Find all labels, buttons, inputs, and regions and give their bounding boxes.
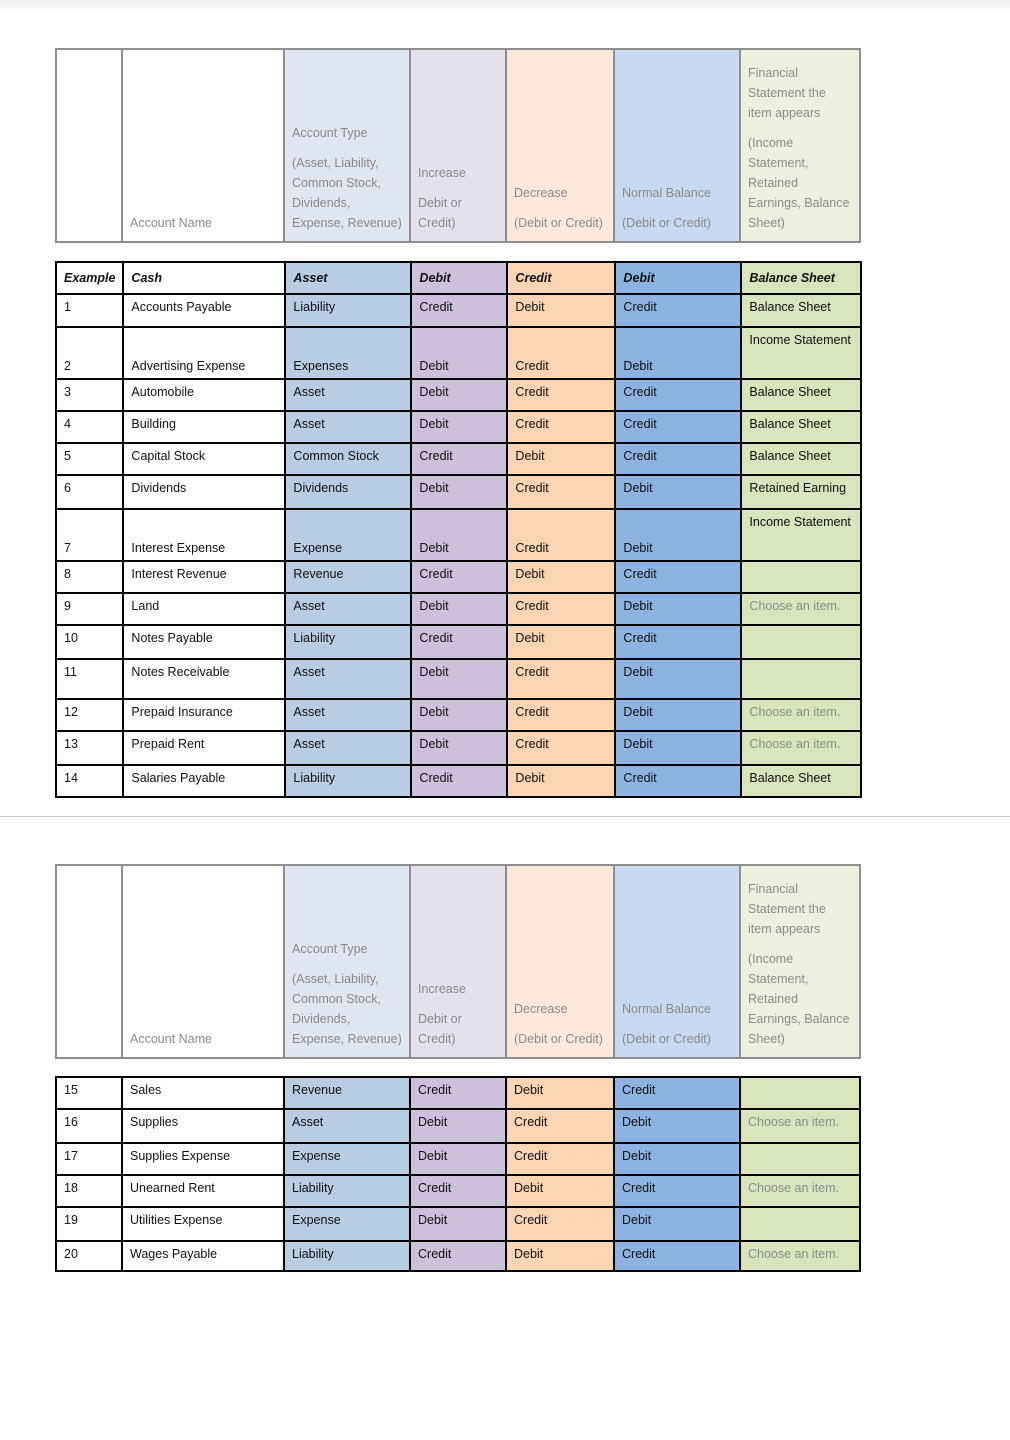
account-name-cell: Prepaid Rent: [123, 731, 285, 765]
decrease-cell: Credit: [507, 593, 615, 625]
accounts-table-page-2: [55, 1076, 861, 1272]
account-name-cell: Interest Revenue: [123, 561, 285, 593]
increase-cell: Credit: [410, 1077, 506, 1109]
table-row: [56, 1077, 860, 1109]
header-number-cell: [56, 49, 122, 242]
row-number: 10: [56, 625, 123, 659]
decrease-cell: Credit: [507, 475, 615, 509]
normal-balance-cell: Debit: [614, 1143, 740, 1175]
account-type-cell: Liability: [285, 294, 411, 327]
row-number: 18: [56, 1175, 122, 1207]
row-number: 6: [56, 475, 123, 509]
account-name-cell: Land: [123, 593, 285, 625]
decrease-cell: Debit: [507, 561, 615, 593]
header-table-page-1: [55, 48, 861, 243]
financial-statement-cell[interactable]: [741, 443, 861, 475]
row-number: 15: [56, 1077, 122, 1109]
financial-statement-cell[interactable]: [740, 1143, 860, 1175]
financial-statement-cell[interactable]: [741, 327, 861, 379]
financial-statement-cell[interactable]: [741, 509, 861, 561]
account-type-cell: Liability: [284, 1241, 410, 1271]
account-type-cell: Asset: [285, 699, 411, 731]
table-row: [56, 327, 861, 379]
increase-cell: Credit: [411, 625, 507, 659]
account-type-cell: Common Stock: [285, 443, 411, 475]
page-break-divider: [0, 816, 1010, 817]
normal-balance-cell: Debit: [614, 1207, 740, 1241]
row-number: Example: [56, 262, 123, 294]
row-number: 8: [56, 561, 123, 593]
row-number: 17: [56, 1143, 122, 1175]
table-row: [56, 1143, 860, 1175]
table-row: [56, 1241, 860, 1271]
financial-statement-cell[interactable]: [741, 699, 861, 731]
statement-dropdown-value: Income Statement: [749, 333, 851, 347]
table-row: [56, 379, 861, 411]
financial-statement-cell[interactable]: [740, 1077, 860, 1109]
increase-cell: Debit: [411, 593, 507, 625]
decrease-cell: Credit: [507, 509, 615, 561]
header-account-type: Account Type (Asset, Liability, Common Stock, Dividends, Expense, Revenue): [284, 865, 410, 1058]
financial-statement-cell[interactable]: [741, 379, 861, 411]
normal-balance-cell: Credit: [615, 561, 741, 593]
statement-dropdown-value: Choose an item.: [748, 1247, 840, 1261]
normal-balance-cell: Debit: [615, 699, 741, 731]
table-row: [56, 699, 861, 731]
account-type-cell: Asset: [285, 659, 411, 699]
account-type-cell: Asset: [284, 1109, 410, 1143]
account-name-cell: Cash: [123, 262, 285, 294]
increase-cell: Debit: [411, 659, 507, 699]
statement-dropdown-value: Balance Sheet: [749, 300, 831, 314]
statement-dropdown-value: Income Statement: [749, 515, 851, 529]
account-name-cell: Advertising Expense: [123, 327, 285, 379]
account-name-cell: Sales: [122, 1077, 284, 1109]
header-increase: Increase Debit or Credit): [410, 49, 506, 242]
account-name-cell: Notes Payable: [123, 625, 285, 659]
decrease-cell: Credit: [507, 411, 615, 443]
increase-cell: Debit: [411, 262, 507, 294]
header-normal-balance: Normal Balance (Debit or Credit): [614, 49, 740, 242]
account-type-cell: Expenses: [285, 327, 411, 379]
account-type-cell: Liability: [285, 625, 411, 659]
table-row: [56, 765, 861, 797]
table-row: [56, 443, 861, 475]
financial-statement-cell[interactable]: [741, 625, 861, 659]
table-row: [56, 561, 861, 593]
increase-cell: Credit: [411, 765, 507, 797]
financial-statement-cell[interactable]: [741, 475, 861, 509]
decrease-cell: Credit: [507, 731, 615, 765]
increase-cell: Credit: [411, 294, 507, 327]
decrease-cell: Credit: [506, 1109, 614, 1143]
normal-balance-cell: Debit: [615, 731, 741, 765]
financial-statement-cell[interactable]: [741, 294, 861, 327]
statement-dropdown-value: Choose an item.: [748, 1115, 840, 1129]
financial-statement-cell[interactable]: [741, 593, 861, 625]
account-type-cell: Asset: [285, 593, 411, 625]
normal-balance-cell: Debit: [615, 659, 741, 699]
table-row: [56, 1207, 860, 1241]
decrease-cell: Credit: [506, 1207, 614, 1241]
normal-balance-cell: Credit: [614, 1077, 740, 1109]
statement-dropdown-value: Balance Sheet: [749, 771, 831, 785]
account-type-cell: Expense: [285, 509, 411, 561]
table-row: [56, 509, 861, 561]
header-account-type: Account Type (Asset, Liability, Common Stock, Dividends, Expense, Revenue): [284, 49, 410, 242]
financial-statement-cell[interactable]: [741, 659, 861, 699]
financial-statement-cell[interactable]: [740, 1109, 860, 1143]
account-type-cell: Asset: [285, 379, 411, 411]
account-name-cell: Supplies Expense: [122, 1143, 284, 1175]
normal-balance-cell: Credit: [614, 1175, 740, 1207]
account-type-cell: Expense: [284, 1143, 410, 1175]
header-account-name: Account Name: [122, 865, 284, 1058]
financial-statement-cell[interactable]: [741, 411, 861, 443]
table-row: [56, 475, 861, 509]
page-top-shade: [0, 0, 1010, 14]
increase-cell: Debit: [411, 699, 507, 731]
example-row: [56, 262, 861, 294]
financial-statement-cell[interactable]: [741, 765, 861, 797]
normal-balance-cell: Debit: [614, 1109, 740, 1143]
financial-statement-cell[interactable]: [740, 1207, 860, 1241]
decrease-cell: Debit: [507, 765, 615, 797]
table-row: [56, 659, 861, 699]
statement-dropdown-value: Balance Sheet: [749, 417, 831, 431]
increase-cell: Credit: [411, 561, 507, 593]
account-name-cell: Supplies: [122, 1109, 284, 1143]
decrease-cell: Credit: [507, 699, 615, 731]
financial-statement-cell: Balance Sheet: [741, 262, 861, 294]
account-type-cell: Asset: [285, 262, 411, 294]
financial-statement-cell[interactable]: [740, 1241, 860, 1271]
financial-statement-cell[interactable]: [740, 1175, 860, 1207]
statement-dropdown-value: Balance Sheet: [749, 449, 831, 463]
account-name-cell: Wages Payable: [122, 1241, 284, 1271]
increase-cell: Debit: [411, 411, 507, 443]
normal-balance-cell: Credit: [615, 625, 741, 659]
increase-cell: Credit: [410, 1175, 506, 1207]
row-number: 13: [56, 731, 123, 765]
header-account-name: Account Name: [122, 49, 284, 242]
normal-balance-cell: Credit: [614, 1241, 740, 1271]
increase-cell: Debit: [411, 327, 507, 379]
decrease-cell: Credit: [507, 262, 615, 294]
normal-balance-cell: Debit: [615, 262, 741, 294]
table-row: [56, 411, 861, 443]
table-row: [56, 625, 861, 659]
statement-dropdown-value: Balance Sheet: [749, 385, 831, 399]
account-name-cell: Notes Receivable: [123, 659, 285, 699]
increase-cell: Debit: [411, 509, 507, 561]
decrease-cell: Debit: [506, 1241, 614, 1271]
increase-cell: Credit: [411, 443, 507, 475]
account-name-cell: Dividends: [123, 475, 285, 509]
decrease-cell: Debit: [506, 1175, 614, 1207]
row-number: 12: [56, 699, 123, 731]
normal-balance-cell: Debit: [615, 327, 741, 379]
increase-cell: Debit: [411, 731, 507, 765]
normal-balance-cell: Credit: [615, 294, 741, 327]
account-type-cell: Revenue: [285, 561, 411, 593]
header-financial-statement: Financial Statement the item appears (Income Statement, Retained Earnings, Balance Sheet): [740, 865, 860, 1058]
row-number: 19: [56, 1207, 122, 1241]
account-name-cell: Utilities Expense: [122, 1207, 284, 1241]
statement-dropdown-value: Choose an item.: [749, 705, 841, 719]
account-name-cell: Capital Stock: [123, 443, 285, 475]
account-type-cell: Liability: [285, 765, 411, 797]
table-row: [56, 593, 861, 625]
normal-balance-cell: Debit: [615, 509, 741, 561]
account-type-cell: Liability: [284, 1175, 410, 1207]
normal-balance-cell: Credit: [615, 443, 741, 475]
normal-balance-cell: Credit: [615, 379, 741, 411]
normal-balance-cell: Debit: [615, 593, 741, 625]
account-name-cell: Unearned Rent: [122, 1175, 284, 1207]
decrease-cell: Credit: [506, 1143, 614, 1175]
decrease-cell: Debit: [507, 294, 615, 327]
table-row: [56, 1109, 860, 1143]
row-number: 9: [56, 593, 123, 625]
row-number: 14: [56, 765, 123, 797]
financial-statement-cell[interactable]: [741, 731, 861, 765]
statement-dropdown-value: Retained Earning: [749, 481, 847, 495]
increase-cell: Debit: [410, 1207, 506, 1241]
table-row: [56, 294, 861, 327]
account-type-cell: Asset: [285, 731, 411, 765]
account-type-cell: Revenue: [284, 1077, 410, 1109]
decrease-cell: Debit: [507, 443, 615, 475]
increase-cell: Debit: [410, 1143, 506, 1175]
row-number: 1: [56, 294, 123, 327]
account-name-cell: Prepaid Insurance: [123, 699, 285, 731]
normal-balance-cell: Credit: [615, 765, 741, 797]
account-type-cell: Dividends: [285, 475, 411, 509]
increase-cell: Debit: [410, 1109, 506, 1143]
increase-cell: Credit: [410, 1241, 506, 1271]
financial-statement-cell[interactable]: [741, 561, 861, 593]
table-row: [56, 1175, 860, 1207]
increase-cell: Debit: [411, 379, 507, 411]
table-row: [56, 731, 861, 765]
accounts-table-page-1: [55, 261, 862, 798]
row-number: 3: [56, 379, 123, 411]
header-normal-balance: Normal Balance (Debit or Credit): [614, 865, 740, 1058]
decrease-cell: Debit: [506, 1077, 614, 1109]
statement-dropdown-value: Choose an item.: [749, 737, 841, 751]
header-financial-statement: Financial Statement the item appears (Income Statement, Retained Earnings, Balance Sheet): [740, 49, 860, 242]
account-type-cell: Expense: [284, 1207, 410, 1241]
row-number: 11: [56, 659, 123, 699]
header-number-cell: [56, 865, 122, 1058]
decrease-cell: Credit: [507, 327, 615, 379]
account-name-cell: Accounts Payable: [123, 294, 285, 327]
row-number: 7: [56, 509, 123, 561]
account-name-cell: Interest Expense: [123, 509, 285, 561]
header-decrease: Decrease (Debit or Credit): [506, 865, 614, 1058]
account-name-cell: Automobile: [123, 379, 285, 411]
account-name-cell: Salaries Payable: [123, 765, 285, 797]
statement-dropdown-value: Choose an item.: [749, 599, 841, 613]
decrease-cell: Debit: [507, 625, 615, 659]
decrease-cell: Credit: [507, 379, 615, 411]
row-number: 2: [56, 327, 123, 379]
row-number: 4: [56, 411, 123, 443]
row-number: 20: [56, 1241, 122, 1271]
increase-cell: Debit: [411, 475, 507, 509]
normal-balance-cell: Debit: [615, 475, 741, 509]
header-table-page-2: [55, 864, 861, 1059]
row-number: 16: [56, 1109, 122, 1143]
statement-dropdown-value: Choose an item.: [748, 1181, 840, 1195]
normal-balance-cell: Credit: [615, 411, 741, 443]
header-increase: Increase Debit or Credit): [410, 865, 506, 1058]
decrease-cell: Credit: [507, 659, 615, 699]
account-name-cell: Building: [123, 411, 285, 443]
account-type-cell: Asset: [285, 411, 411, 443]
header-decrease: Decrease (Debit or Credit): [506, 49, 614, 242]
row-number: 5: [56, 443, 123, 475]
